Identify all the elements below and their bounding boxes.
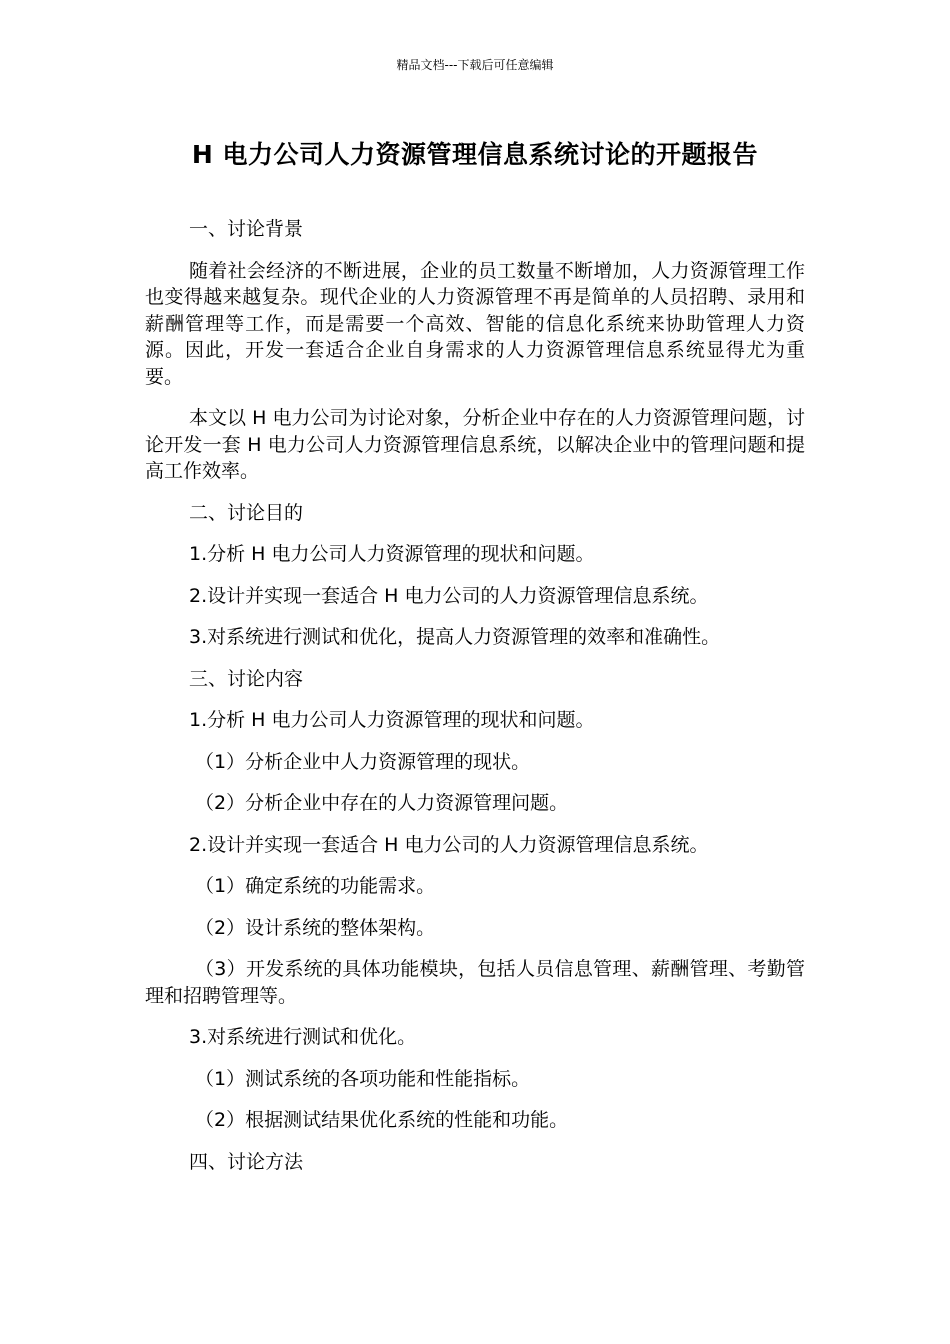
content-subitem-3-2: （2）根据测试结果优化系统的性能和功能。 <box>195 1109 569 1131</box>
paragraph-background-1: 随着社会经济的不断进展，企业的员工数量不断增加，人力资源管理工作也变得越来越复杂。现代企业的人力资源管理不再是简单的人员招聘、录用和薪酬管理等工作，而是需要一个高效、智能的信息化系统来协助管理人力资源。因此，开发一套适合企业自身需求的人力资源管理信息系统显得尤为重要。 <box>145 259 805 388</box>
paragraph-background-2: 本文以 H 电力公司为讨论对象，分析企业中存在的人力资源管理问题，讨论开发一套 H 电力公司人力资源管理信息系统，以解决企业中的管理问题和提高工作效率。 <box>145 407 805 482</box>
section-heading-background: 一、讨论背景 <box>189 218 304 240</box>
document-body <box>145 216 805 1190</box>
content-subitem-2-2: （2）设计系统的整体架构。 <box>195 916 436 939</box>
content-subitem-1-2: （2）分析企业中存在的人力资源管理问题。 <box>195 792 569 814</box>
content-subitem-2-3: （3）开发系统的具体功能模块，包括人员信息管理、薪酬管理、考勤管理和招聘管理等。 <box>145 958 805 1007</box>
content-item-3: 3.对系统进行测试和优化。 <box>189 1026 417 1048</box>
content-subitem-3-1: （1）测试系统的各项功能和性能指标。 <box>195 1067 531 1090</box>
content-subitem-1-1: （1）分析企业中人力资源管理的现状。 <box>195 750 531 773</box>
section-heading-content: 三、讨论内容 <box>189 667 304 690</box>
section-heading-method: 四、讨论方法 <box>189 1150 304 1173</box>
purpose-item-1: 1.分析 H 电力公司人力资源管理的现状和问题。 <box>189 543 595 565</box>
content-subitem-2-1: （1）确定系统的功能需求。 <box>195 875 436 897</box>
purpose-item-3: 3.对系统进行测试和优化，提高人力资源管理的效率和准确性。 <box>189 626 721 648</box>
content-item-2: 2.设计并实现一套适合 H 电力公司的人力资源管理信息系统。 <box>189 833 709 856</box>
purpose-item-2: 2.设计并实现一套适合 H 电力公司的人力资源管理信息系统。 <box>189 584 709 607</box>
section-heading-purpose: 二、讨论目的 <box>189 501 304 524</box>
document-title: H 电力公司人力资源管理信息系统讨论的开题报告 <box>191 140 759 169</box>
header-note: 精品文档---下载后可任意编辑 <box>396 58 554 72</box>
content-item-1: 1.分析 H 电力公司人力资源管理的现状和问题。 <box>189 709 595 731</box>
